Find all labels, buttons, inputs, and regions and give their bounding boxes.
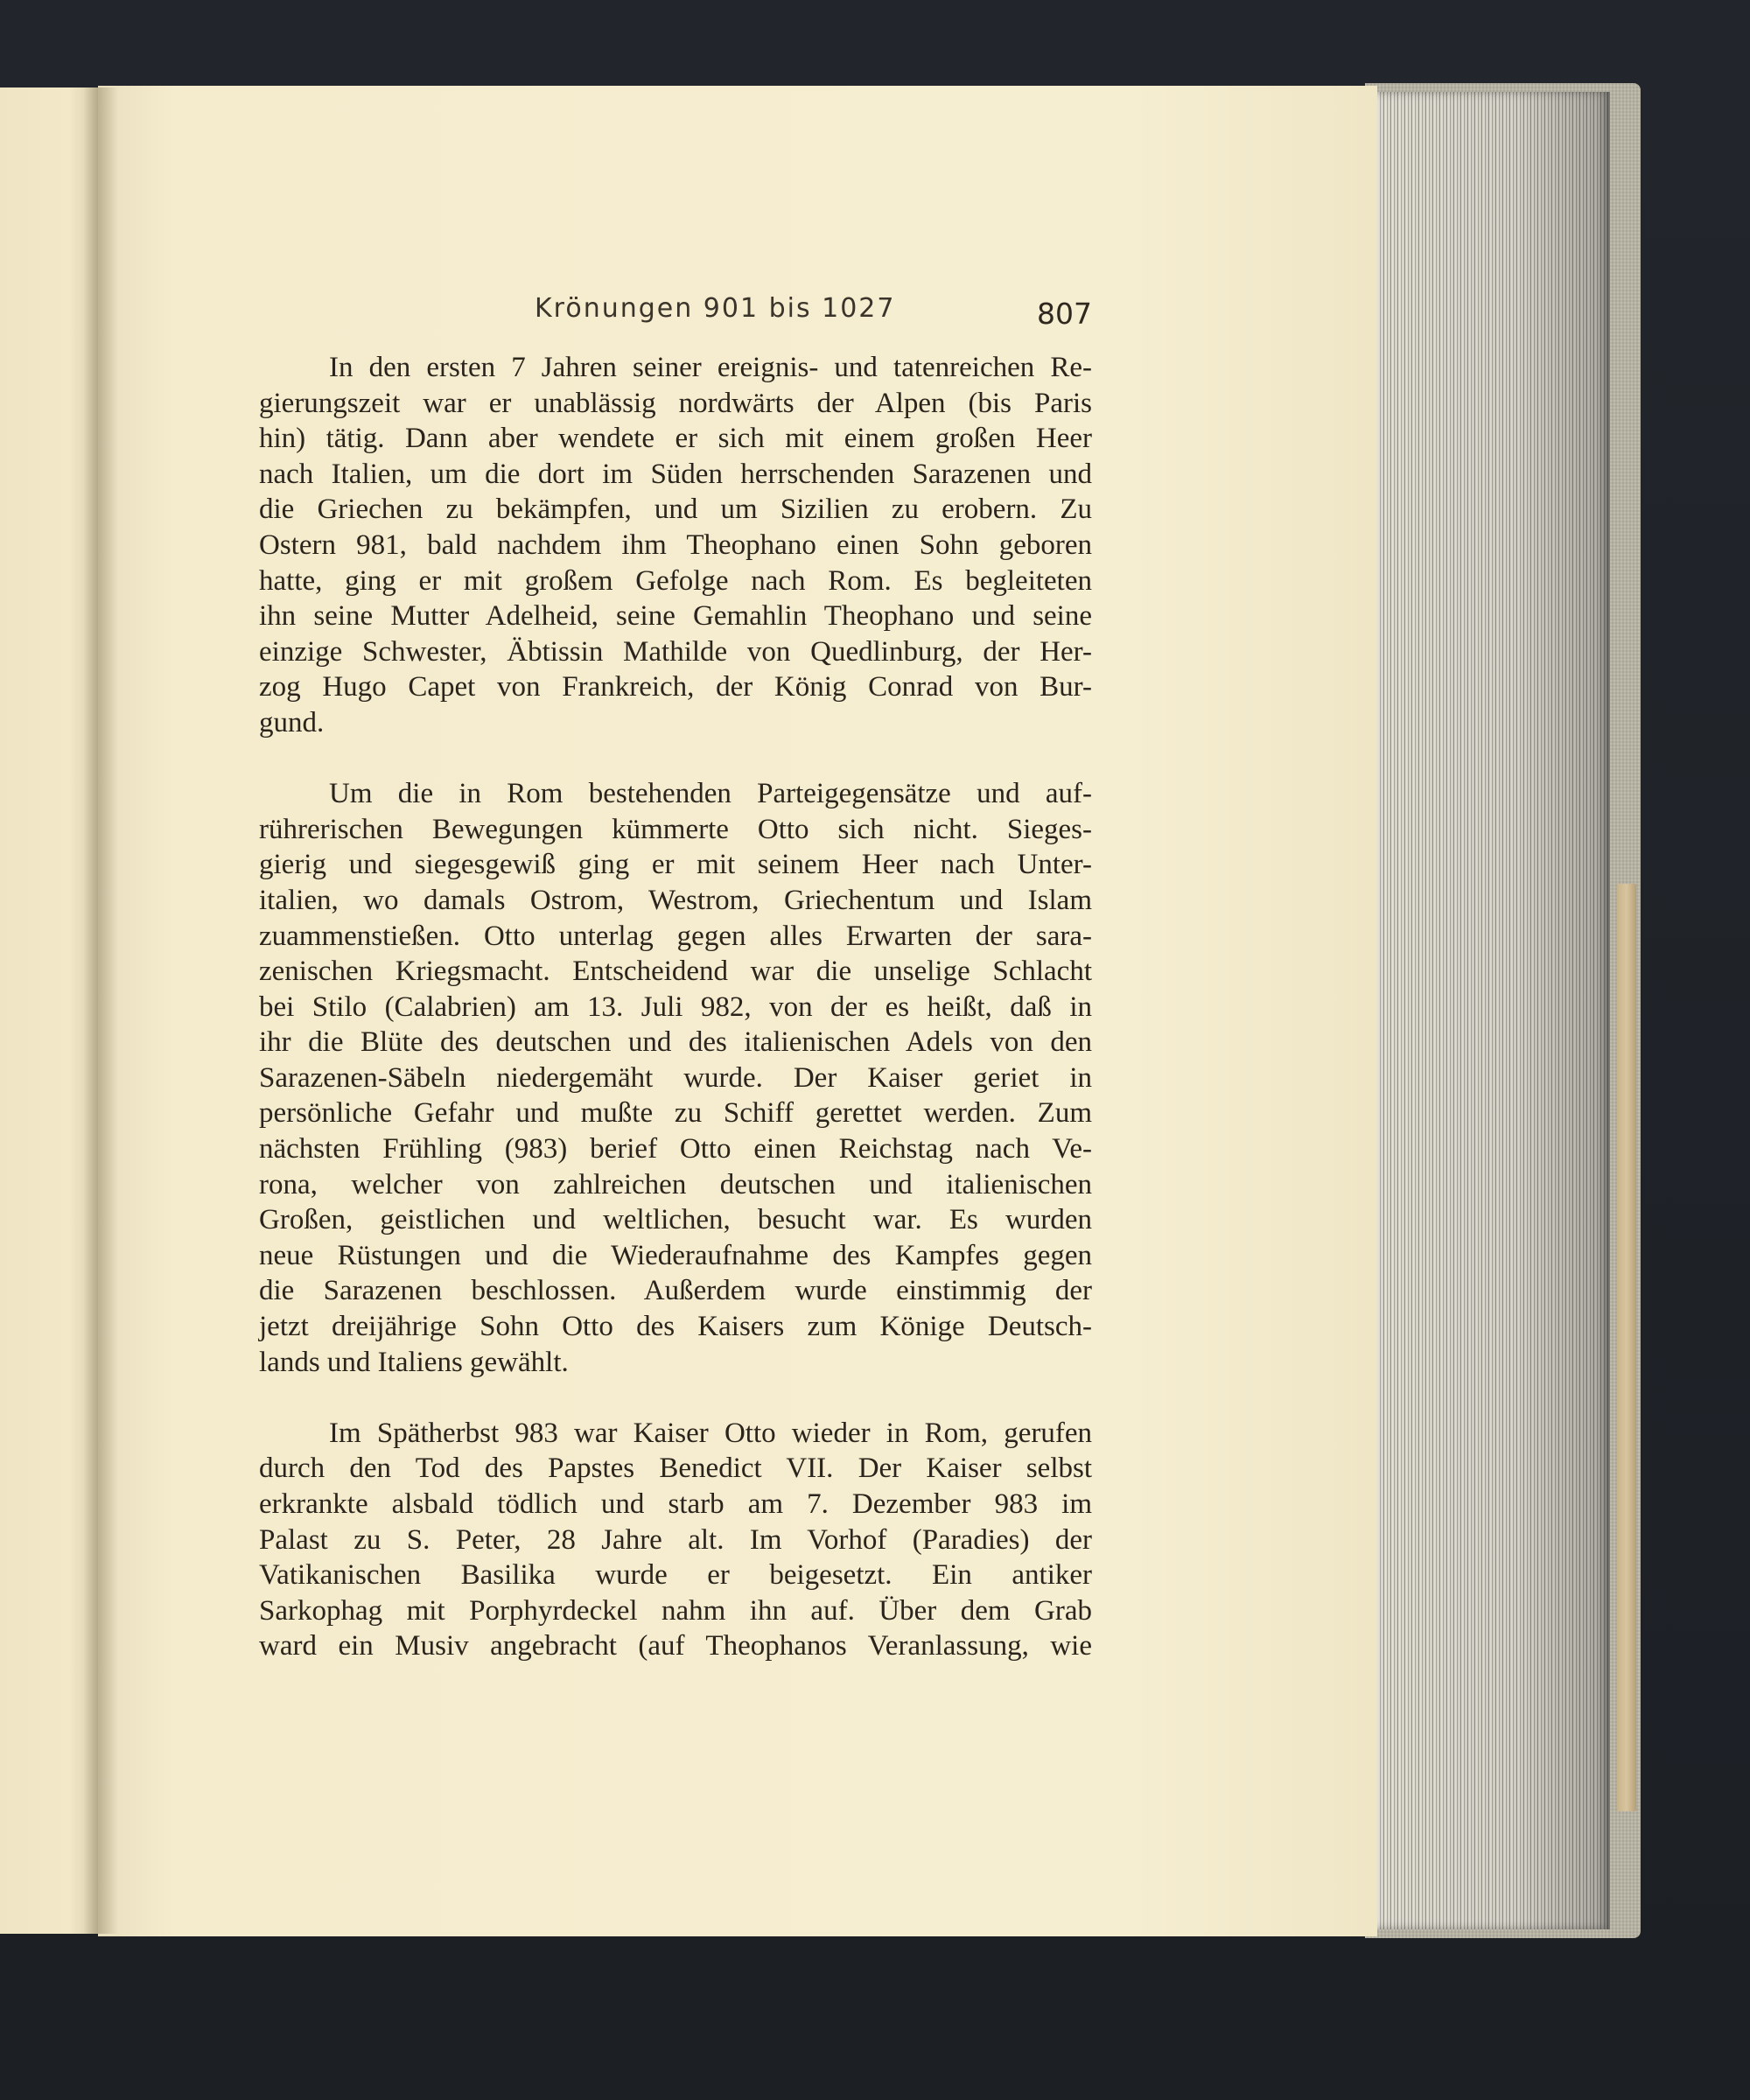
book-gutter bbox=[83, 88, 118, 1934]
page-number: 807 bbox=[1037, 297, 1092, 331]
body-text bbox=[259, 350, 1092, 1664]
text-line: italien, wo damals Ostrom, Westrom, Griechentum und Islam bbox=[259, 884, 1092, 916]
text-line: gierig und siegesgewiß ging er mit seinem Heer nach Unter- bbox=[259, 849, 1092, 881]
text-line: nächsten Frühling (983) berief Otto einen Reichstag nach Ve- bbox=[259, 1133, 1092, 1166]
text-line: hin) tätig. Dann aber wendete er sich mit einem großen Heer bbox=[259, 423, 1092, 455]
text-line: Palast zu S. Peter, 28 Jahre alt. Im Vorhof (Paradies) der bbox=[259, 1523, 1092, 1556]
text-line: zenischen Kriegsmacht. Entscheidend war die unselige Schlacht bbox=[259, 956, 1092, 988]
text-line: ihr die Blüte des deutschen und des italienischen Adels von den bbox=[259, 1026, 1092, 1059]
text-line: Ostern 981, bald nachdem ihm Theophano einen Sohn geboren bbox=[259, 528, 1092, 561]
text-line: lands und Italiens gewählt. bbox=[259, 1346, 569, 1378]
text-line: Großen, geistlichen und weltlichen, besucht war. Es wurden bbox=[259, 1204, 1092, 1236]
text-line: neue Rüstungen und die Wiederaufnahme des Kampfes gegen bbox=[259, 1239, 1092, 1271]
text-line: Um die in Rom bestehenden Parteigegensätze und auf- bbox=[329, 778, 1092, 810]
text-line: ihn seine Mutter Adelheid, seine Gemahlin Theophano und seine bbox=[259, 600, 1092, 633]
text-line: gierungszeit war er unablässig nordwärts der Alpen (bis Paris bbox=[259, 387, 1092, 419]
page-stack-shadow bbox=[1374, 92, 1610, 1929]
page-header bbox=[259, 293, 1092, 337]
text-line: rona, welcher von zahlreichen deutschen und italienischen bbox=[259, 1168, 1092, 1200]
text-line: gund. bbox=[259, 706, 325, 738]
text-line: jetzt dreijährige Sohn Otto des Kaisers zum Könige Deutsch- bbox=[259, 1311, 1092, 1343]
text-line: die Sarazenen beschlossen. Außerdem wurde einstimmig der bbox=[259, 1275, 1092, 1307]
text-line: Im Spätherbst 983 war Kaiser Otto wieder in Rom, gerufen bbox=[329, 1417, 1092, 1449]
text-line: durch den Tod des Papstes Benedict VII. Der Kaiser selbst bbox=[259, 1452, 1092, 1485]
text-line: Sarazenen-Säbeln niedergemäht wurde. Der Kaiser geriet in bbox=[259, 1061, 1092, 1094]
running-title: Krönungen 901 bis 1027 bbox=[535, 293, 896, 324]
text-line: In den ersten 7 Jahren seiner ereignis- und tatenreichen Re- bbox=[329, 352, 1092, 383]
paragraph-1 bbox=[259, 350, 1092, 741]
text-line: Sarkophag mit Porphyrdeckel nahm ihn auf. Über dem Grab bbox=[259, 1594, 1092, 1627]
text-line: hatte, ging er mit großem Gefolge nach Rom. Es begleiteten bbox=[259, 564, 1092, 597]
paragraph-2 bbox=[259, 776, 1092, 1380]
text-line: nach Italien, um die dort im Süden herrschenden Sarazenen und bbox=[259, 458, 1092, 490]
text-line: Vatikanischen Basilika wurde er beigesetzt. Ein antiker bbox=[259, 1559, 1092, 1592]
text-line: persönliche Gefahr und mußte zu Schiff gerettet werden. Zum bbox=[259, 1097, 1092, 1130]
text-line: ward ein Musiv angebracht (auf Theophanos Veranlassung, wie bbox=[259, 1630, 1092, 1662]
text-line: erkrankte alsbald tödlich und starb am 7. Dezember 983 im bbox=[259, 1488, 1092, 1520]
text-line: zog Hugo Capet von Frankreich, der König Conrad von Bur- bbox=[259, 671, 1092, 704]
text-line: bei Stilo (Calabrien) am 13. Juli 982, von der es heißt, daß in bbox=[259, 990, 1092, 1023]
text-line: zuammenstießen. Otto unterlag gegen alles Erwarten der sara- bbox=[259, 920, 1092, 952]
text-line: rührerischen Bewegungen kümmerte Otto sich nicht. Sieges- bbox=[259, 813, 1092, 845]
text-line: die Griechen zu bekämpfen, und um Sizilien zu erobern. Zu bbox=[259, 494, 1092, 526]
bookmark-ribbon bbox=[1617, 884, 1636, 1811]
paragraph-3 bbox=[259, 1416, 1092, 1664]
text-line: einzige Schwester, Äbtissin Mathilde von Quedlinburg, der Her- bbox=[259, 635, 1092, 668]
